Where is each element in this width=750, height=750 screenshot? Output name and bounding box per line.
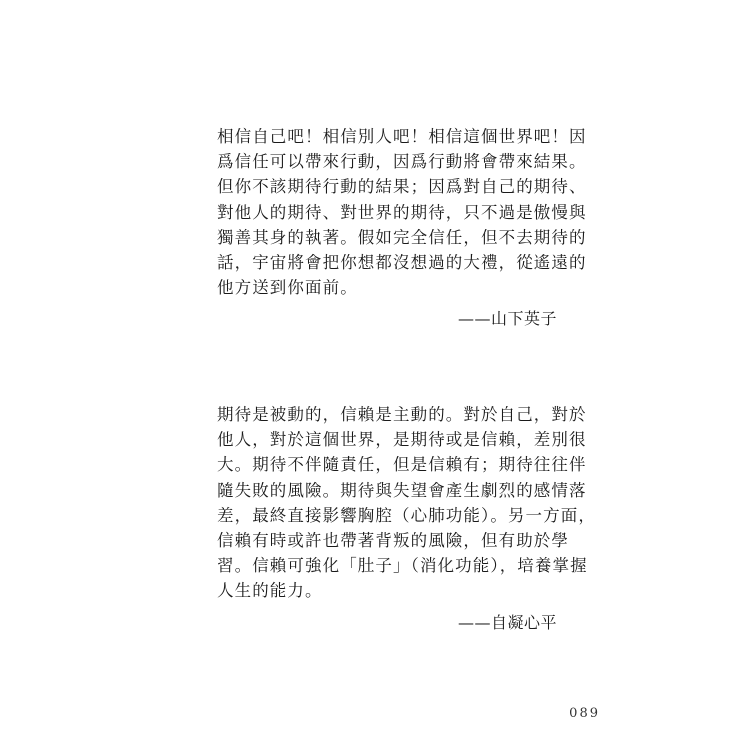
quote-block-2 [217,402,596,635]
quote-2-author: ——自凝心平 [457,612,557,632]
quote-1-author: ——山下英子 [457,309,557,329]
quote-2-line: 期待是被動的，信賴是主動的。對於自己，對於 [217,405,587,424]
quote-1-line: 獨善其身的執著。假如完全信任，但不去期待的 [217,227,587,247]
quote-2-line: 大。期待不伴隨責任，但是信賴有；期待往往伴 [217,455,587,475]
quote-1-line: 他方送到你面前。 [217,278,358,298]
quote-1-line: 但你不該期待行動的結果；因爲對自己的期待、 [217,177,587,197]
page-number: 089 [569,706,600,721]
quote-1-line: 對他人的期待、對世界的期待，只不過是傲慢與 [217,202,587,222]
quote-2-line: 差，最終直接影響胸腔（心肺功能）。另一方面， [217,505,596,525]
quote-block-1 [217,124,587,331]
quote-2-line: 人生的能力。 [217,581,323,601]
quote-2-line: 信賴有時或許也帶著背叛的風險，但有助於學 [217,531,569,551]
quote-1-line: 爲信任可以帶來行動，因爲行動將會帶來結果。 [217,152,587,172]
quote-1-line: 話，宇宙將會把你想都沒想過的大禮，從遙遠的 [217,253,587,273]
quote-2-line: 他人，對於這個世界，是期待或是信賴，差別很 [217,430,587,450]
quote-1-line: 相信自己吧！相信別人吧！相信這個世界吧！因 [217,127,587,146]
quote-2-line: 習。信賴可強化「肚子」（消化功能），培養掌握 [217,556,588,576]
quote-2-line: 隨失敗的風險。期待與失望會產生劇烈的感情落 [217,480,587,500]
